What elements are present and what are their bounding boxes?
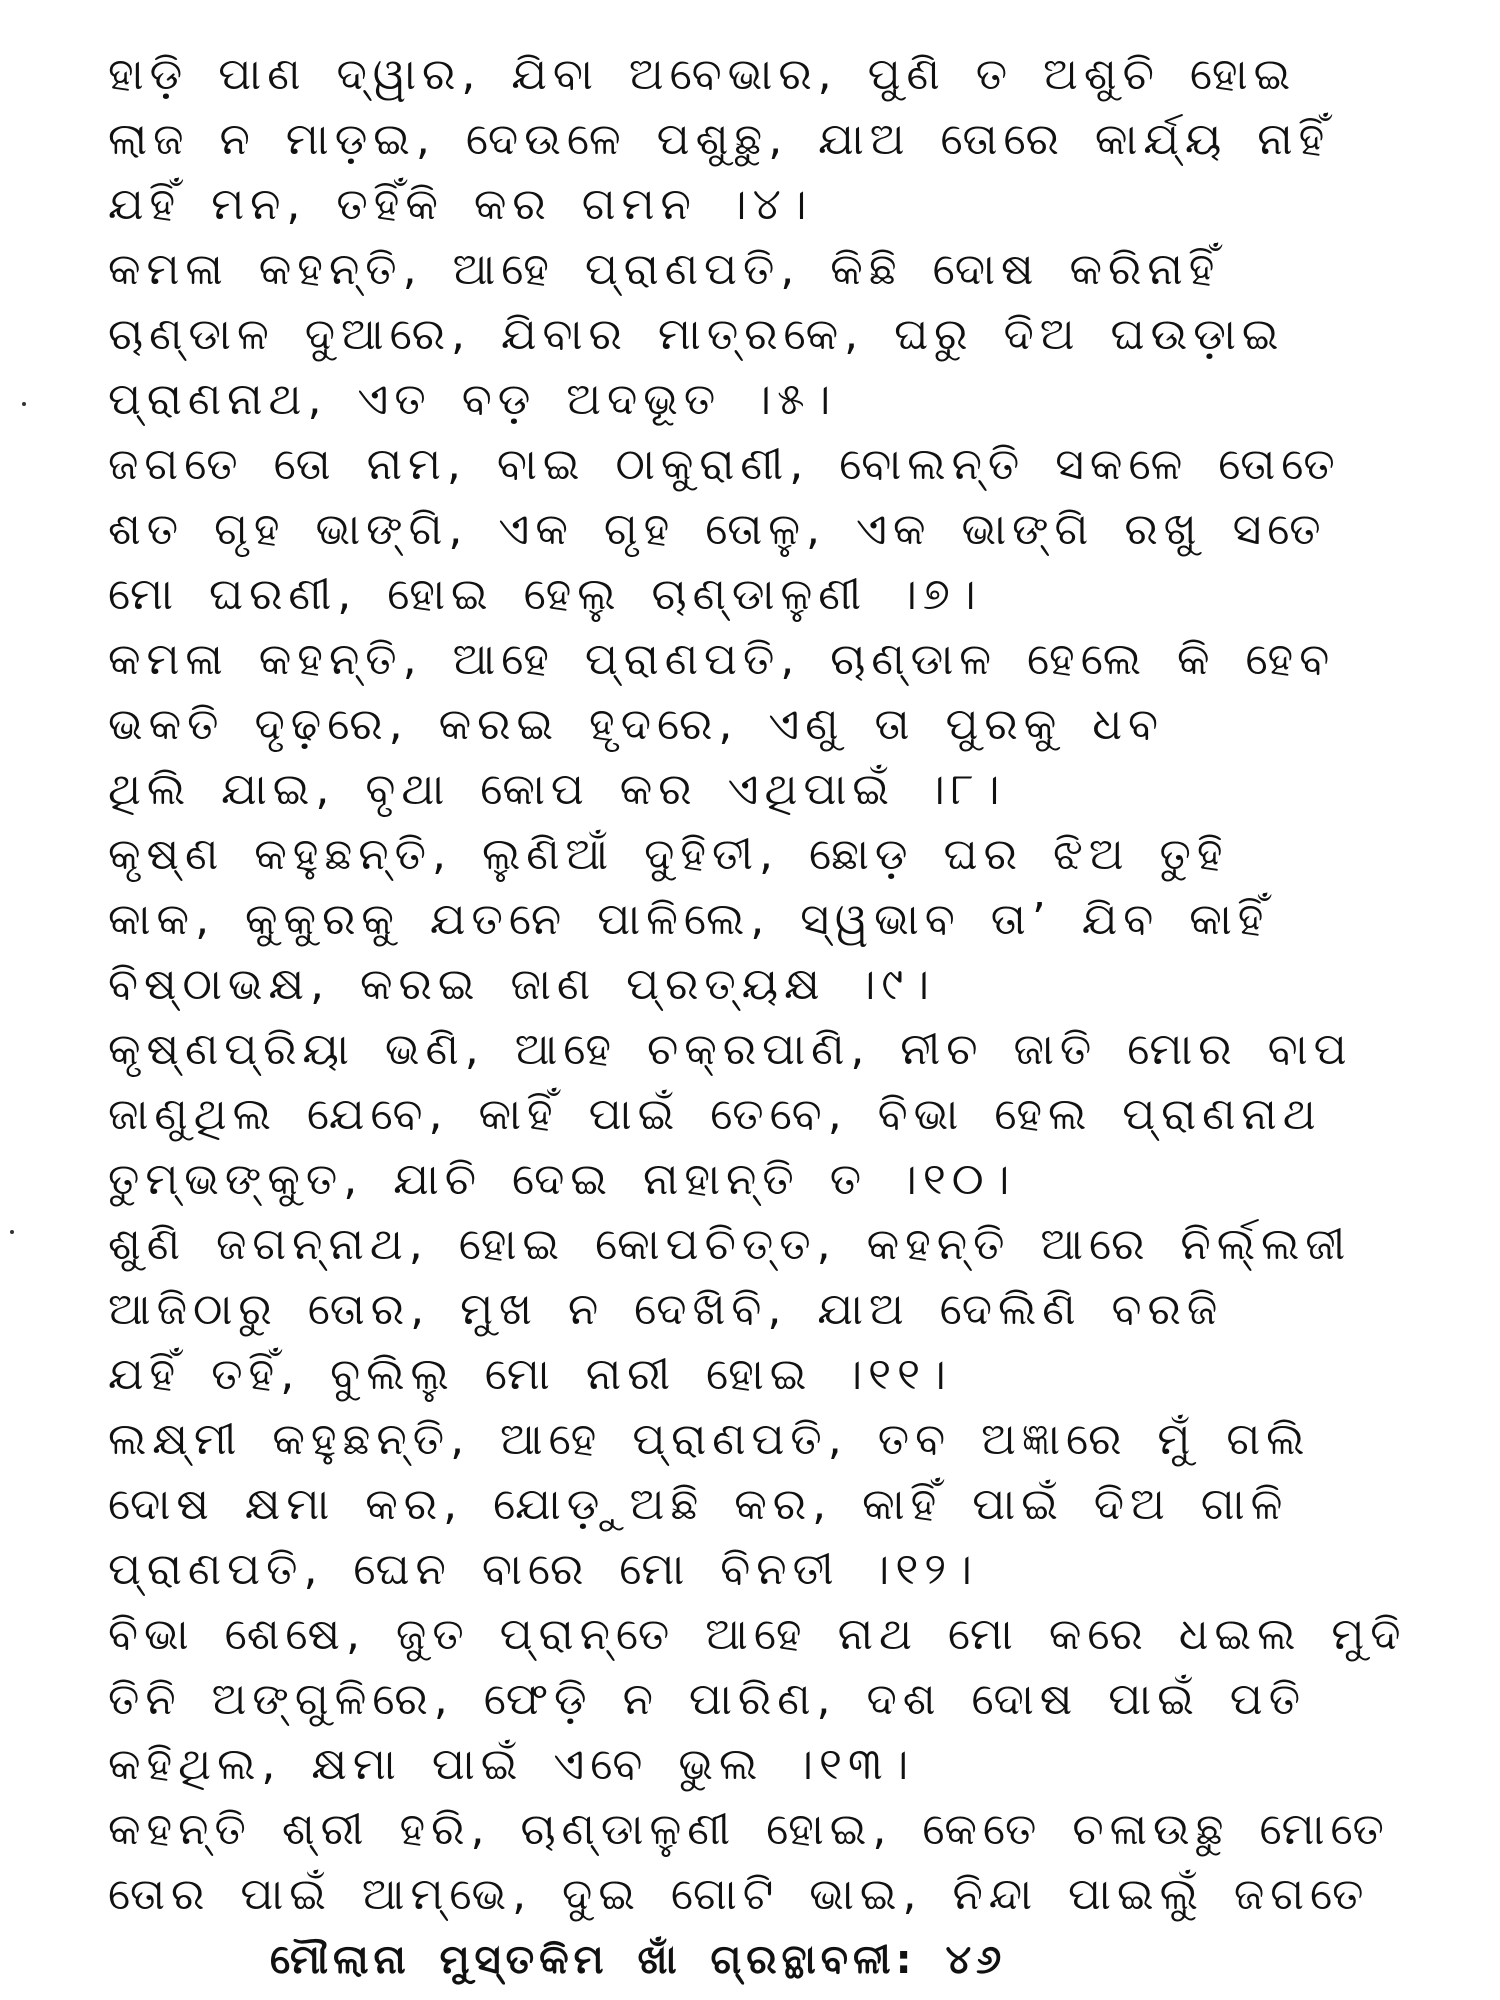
page-footer: ମୌଲାନା ମୁସ୍ତକିମ ଖାଁ ଗ୍ରନ୍ଥାବଳୀ: ୪୬: [270, 1937, 1007, 1983]
verse-line: ଶତ ଗୃହ ଭାଙ୍ଗି, ଏକ ଗୃହ ତୋଳୁ, ଏକ ଭାଙ୍ଗି ରଖୁ ସତେ: [108, 504, 1327, 555]
verse-line: ତିନି ଅଙ୍ଗୁଳିରେ, ଫେଡ଼ି ନ ପାରିଣ, ଦଶ ଦୋଷ ପାଇଁ ପତି: [108, 1674, 1307, 1725]
verse-line: କମଳା କହନ୍ତି, ଆହେ ପ୍ରାଣପତି, ଚାଣ୍ଡାଳ ହେଲେ କି ହେବ: [108, 634, 1336, 685]
verse-line: ଜାଣୁଥିଲ ଯେବେ, କାହିଁ ପାଇଁ ତେବେ, ବିଭା ହେଲ ପ୍ରାଣନାଥ: [108, 1089, 1322, 1140]
verse-text-block: [108, 42, 1418, 1927]
verse-line: ଦୋଷ କ୍ଷମା କର, ଯୋଡ଼ୁଅଛି କର, କାହିଁ ପାଇଁ ଦିଅ ଗାଳି: [108, 1479, 1289, 1530]
verse-line: ଜଗତେ ତୋ ନାମ, ବାଇ ଠାକୁରାଣୀ, ବୋଲନ୍ତି ସକଳେ ତୋତେ: [108, 439, 1341, 490]
verse-line: ଶୁଣି ଜଗନ୍ନାଥ, ହୋଇ କୋପଚିତ୍ତ, କହନ୍ତି ଆରେ ନିର୍ଲ୍ଲଜୀ: [108, 1219, 1352, 1270]
verse-line: ଲାଜ ନ ମାଡ଼ଇ, ଦେଉଳେ ପଶୁଛୁ, ଯାଅ ତୋରେ କାର୍ଯ୍ୟ ନାହିଁ: [108, 114, 1331, 165]
verse-line: ଥିଲି ଯାଇ, ବୃଥା କୋପ କର ଏଥିପାଇଁ ।୮।: [108, 764, 1006, 815]
verse-line: ବିଷ୍ଠାଭକ୍ଷ, କରଇ ଜାଣ ପ୍ରତ୍ୟକ୍ଷ ।୯।: [108, 959, 936, 1010]
verse-line: ଲକ୍ଷ୍ମୀ କହୁଛନ୍ତି, ଆହେ ପ୍ରାଣପତି, ତବ ଅଜ୍ଞାରେ ମୁଁ ଗଲି: [108, 1414, 1311, 1465]
verse-line: ତୁମ୍ଭଙ୍କୁତ, ଯାଚି ଦେଇ ନାହାନ୍ତି ତ ।୧୦।: [108, 1154, 1016, 1205]
verse-line: ତୋର ପାଇଁ ଆମ୍ଭେ, ଦୁଇ ଗୋଟି ଭାଇ, ନିନ୍ଦା ପାଇଲୁଁ ଜଗତେ: [108, 1869, 1370, 1920]
verse-line: କହିଥିଲ, କ୍ଷମା ପାଇଁ ଏବେ ଭୁଲ ।୧୩।: [108, 1739, 915, 1790]
verse-line: କମଳା କହନ୍ତି, ଆହେ ପ୍ରାଣପତି, କିଛି ଦୋଷ କରିନାହିଁ: [108, 244, 1221, 295]
verse-line: କୃଷ୍ଣ କହୁଛନ୍ତି, ଲୁଣିଆଁ ଦୁହିତୀ, ଛୋଡ଼ ଘର ଝିଅ ତୁହି: [108, 829, 1229, 880]
verse-line: ଯହିଁ ତହିଁ, ବୁଲିଲୁ ମୋ ନାରୀ ହୋଇ ।୧୧।: [108, 1349, 952, 1400]
verse-line: ପ୍ରାଣପତି, ଘେନ ବାରେ ମୋ ବିନତୀ ।୧୨।: [108, 1544, 978, 1595]
verse-line: ମୋ ଘରଣୀ, ହୋଇ ହେଲୁ ଚାଣ୍ଡାଳୁଣୀ ।୭।: [108, 569, 982, 620]
verse-line: ଚାଣ୍ଡାଳ ଦୁଆରେ, ଯିବାର ମାତ୍ରକେ, ଘରୁ ଦିଅ ଘଉଡ଼ାଇ: [108, 309, 1285, 360]
verse-line: ବିଭା ଶେଷେ, ଜୁତ ପ୍ରାନ୍ତେ ଆହେ ନାଥ ମୋ କରେ ଧଇଲ ମୁଦି: [108, 1609, 1407, 1660]
verse-line: କୃଷ୍ଣପ୍ରିୟା ଭଣି, ଆହେ ଚକ୍ରପାଣି, ନୀଚ ଜାତି ମୋର ବାପ: [108, 1024, 1353, 1075]
scan-speck: [10, 1230, 14, 1234]
verse-line: ପ୍ରାଣନାଥ, ଏତ ବଡ଼ ଅଦଭୂତ ।୫।: [108, 374, 837, 425]
verse-line: କାକ, କୁକୁରକୁ ଯତନେ ପାଳିଲେ, ସ୍ୱଭାବ ତା’ ଯିବ କାହିଁ: [108, 894, 1270, 945]
verse-line: ଭକତି ଦୃଢ଼ରେ, କରଇ ହୃଦରେ, ଏଣୁ ତା ପୁରକୁ ଧବ: [108, 699, 1165, 750]
scan-speck: [22, 402, 26, 406]
verse-line: କହନ୍ତି ଶ୍ରୀ ହରି, ଚାଣ୍ଡାଳୁଣୀ ହୋଇ, କେତେ ଚଳାଉଛୁ ମୋତେ: [108, 1804, 1390, 1855]
verse-line: ଆଜିଠାରୁ ତୋର, ମୁଖ ନ ଦେଖିବି, ଯାଅ ଦେଲିଣି ବରଜି: [108, 1284, 1224, 1335]
verse-line: ହାଡ଼ି ପାଣ ଦ୍ୱାର, ଯିବା ଅବେଭାର, ପୁଣି ତ ଅଶୁଚି ହୋଇ: [108, 49, 1297, 100]
verse-line: ଯହିଁ ମନ, ତହିଁକି କର ଗମନ ।୪।: [108, 179, 813, 230]
